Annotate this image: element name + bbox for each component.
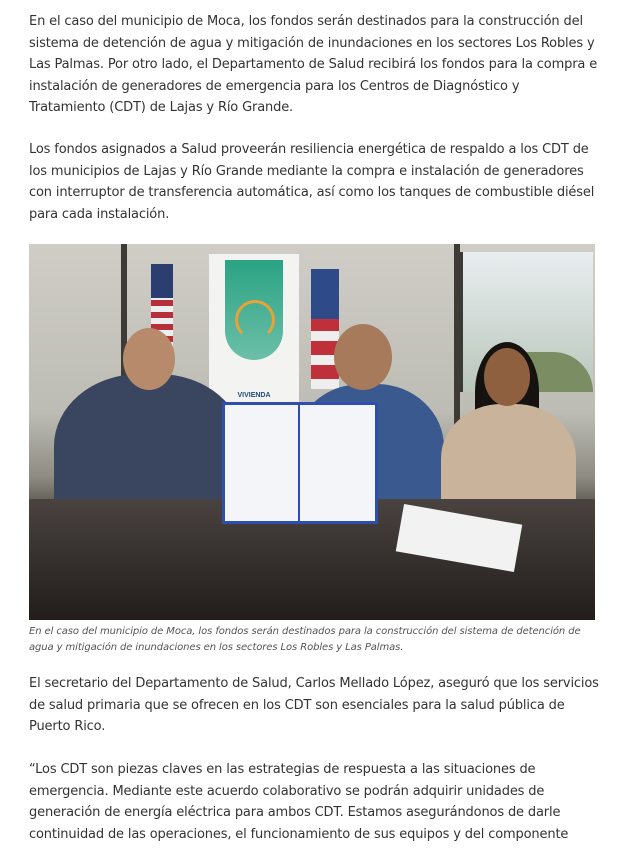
- article-paragraph: El secretario del Departamento de Salud, Carlos Mellado López, aseguró que los servicios de salud primaria que se ofrecen en los CDT son esenciales para la salud pública de Puerto Rico.: [29, 676, 599, 735]
- signing-ceremony-photo[interactable]: [29, 244, 595, 620]
- article-paragraph: En el caso del municipio de Moca, los fondos serán destinados para la construcción del sistema de detención de agua y mitigación de inundaciones en los sectores Los Robles y Las Palmas. Por otro lado, el Departamento de Salud recibirá los fondos para la compra e instalación de generadores de emergencia para los Centros de Diagnóstico y Tratamiento (CDT) de Lajas y Río Grande.: [29, 14, 598, 116]
- person-right-head: [484, 348, 530, 406]
- article-paragraph: Los fondos asignados a Salud proveerán resiliencia energética de respaldo a los CDT de los municipios de Lajas y Río Grande mediante la compra e instalación de generadores con interruptor de transferencia automática, así como los tanques de combustible diésel para cada instalación.: [29, 142, 595, 222]
- signed-agreement: [222, 402, 378, 524]
- figure-caption: En el caso del municipio de Moca, los fondos serán destinados para la construcción del sistema de detención de agua y mitigación de inundaciones en los sectores Los Robles y Las Palmas.: [29, 626, 581, 653]
- puerto-rico-flag: [311, 269, 339, 389]
- person-center-head: [334, 324, 392, 390]
- article-paragraph: “Los CDT son piezas claves en las estrategias de respuesta a las situaciones de emergencia. Mediante este acuerdo colaborativo se podrán adquirir unidades de generación de energía eléctrica para ambos CDT. Estamos asegurándonos de darle continuidad de las operaciones, el funcionamiento de sus equipos y del componente: [29, 762, 569, 842]
- person-left-head: [123, 328, 175, 390]
- article-figure: [29, 244, 595, 655]
- banner-label: VIVIENDA: [237, 392, 271, 399]
